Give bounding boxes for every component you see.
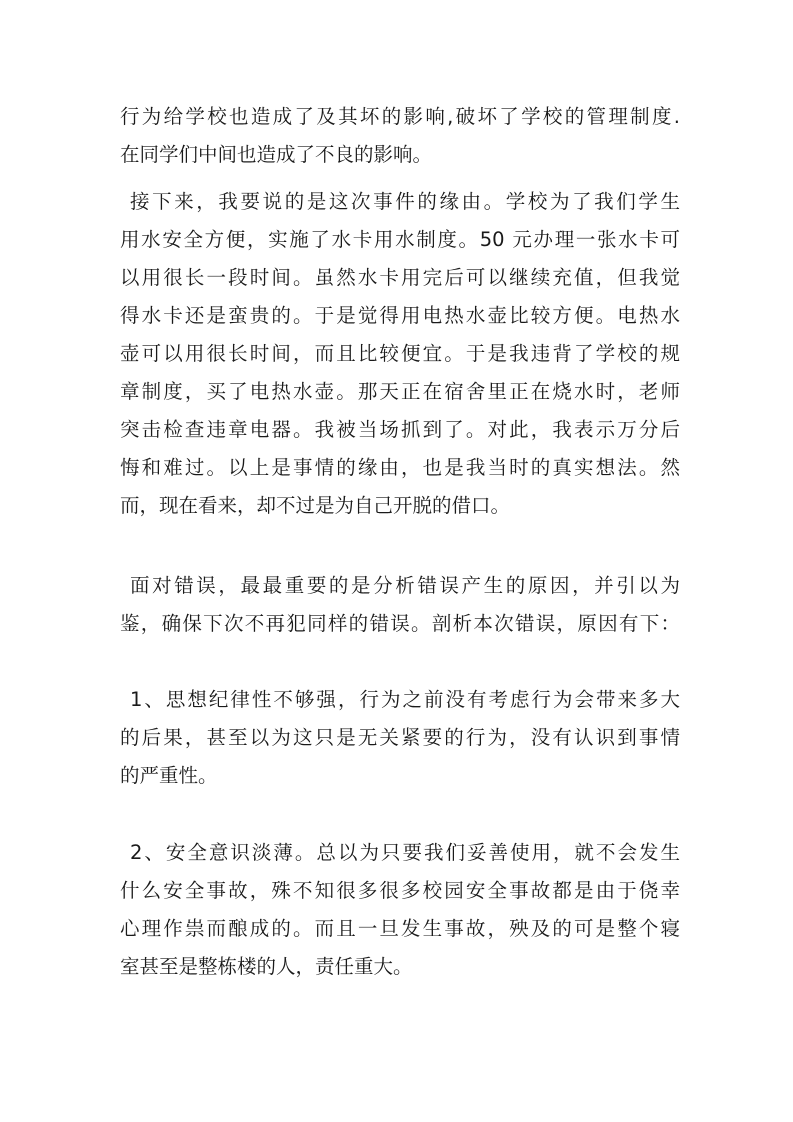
text-line: 2、安全意识淡薄。总以为只要我们妥善使用，就不会发生 [130,841,680,864]
text-line: 的后果，甚至以为这只是无关紧要的行为，没有认识到事情 [120,726,680,749]
paragraph-3 [120,567,680,643]
text-line: 心理作祟而酿成的。而且一旦发生事故，殃及的可是整个寝 [120,917,680,940]
text-line: 悔和难过。以上是事情的缘由，也是我当时的真实想法。然 [120,456,680,479]
text-line: 面对错误，最最重要的是分析错误产生的原因，并引以为 [130,574,680,597]
text-line: 壶可以用很长时间，而且比较便宜。于是我违背了学校的规 [120,342,680,365]
text-line: 鉴，确保下次不再犯同样的错误。剖析本次错误，原因有下： [120,612,680,635]
text-line: 的严重性。 [120,764,218,787]
paragraph-5 [120,834,680,986]
text-line: 用水安全方便，实施了水卡用水制度。50 元办理一张水卡可 [120,228,680,251]
text-line: 行为给学校也造成了及其坏的影响,破坏了学校的管理制度. [120,105,680,128]
text-line: 室甚至是整栋楼的人，责任重大。 [120,955,413,978]
text-line: 接下来，我要说的是这次事件的缘由。学校为了我们学生 [130,190,680,213]
paragraph-1 [120,98,680,174]
paragraph-4 [120,681,680,795]
text-line: 突击检查违章电器。我被当场抓到了。对此，我表示万分后 [120,418,680,441]
text-line: 什么安全事故，殊不知很多很多校园安全事故都是由于侥幸 [120,879,680,902]
text-line: 以用很长一段时间。虽然水卡用完后可以继续充值，但我觉 [120,266,680,289]
paragraph-2 [120,183,680,525]
text-line: 而，现在看来，却不过是为自己开脱的借口。 [120,494,511,517]
text-line: 1、思想纪律性不够强，行为之前没有考虑行为会带来多大 [130,688,680,711]
text-line: 在同学们中间也造成了不良的影响。 [120,143,433,166]
text-line: 得水卡还是蛮贵的。于是觉得用电热水壶比较方便。电热水 [120,304,680,327]
text-line: 章制度，买了电热水壶。那天正在宿舍里正在烧水时，老师 [120,380,680,403]
